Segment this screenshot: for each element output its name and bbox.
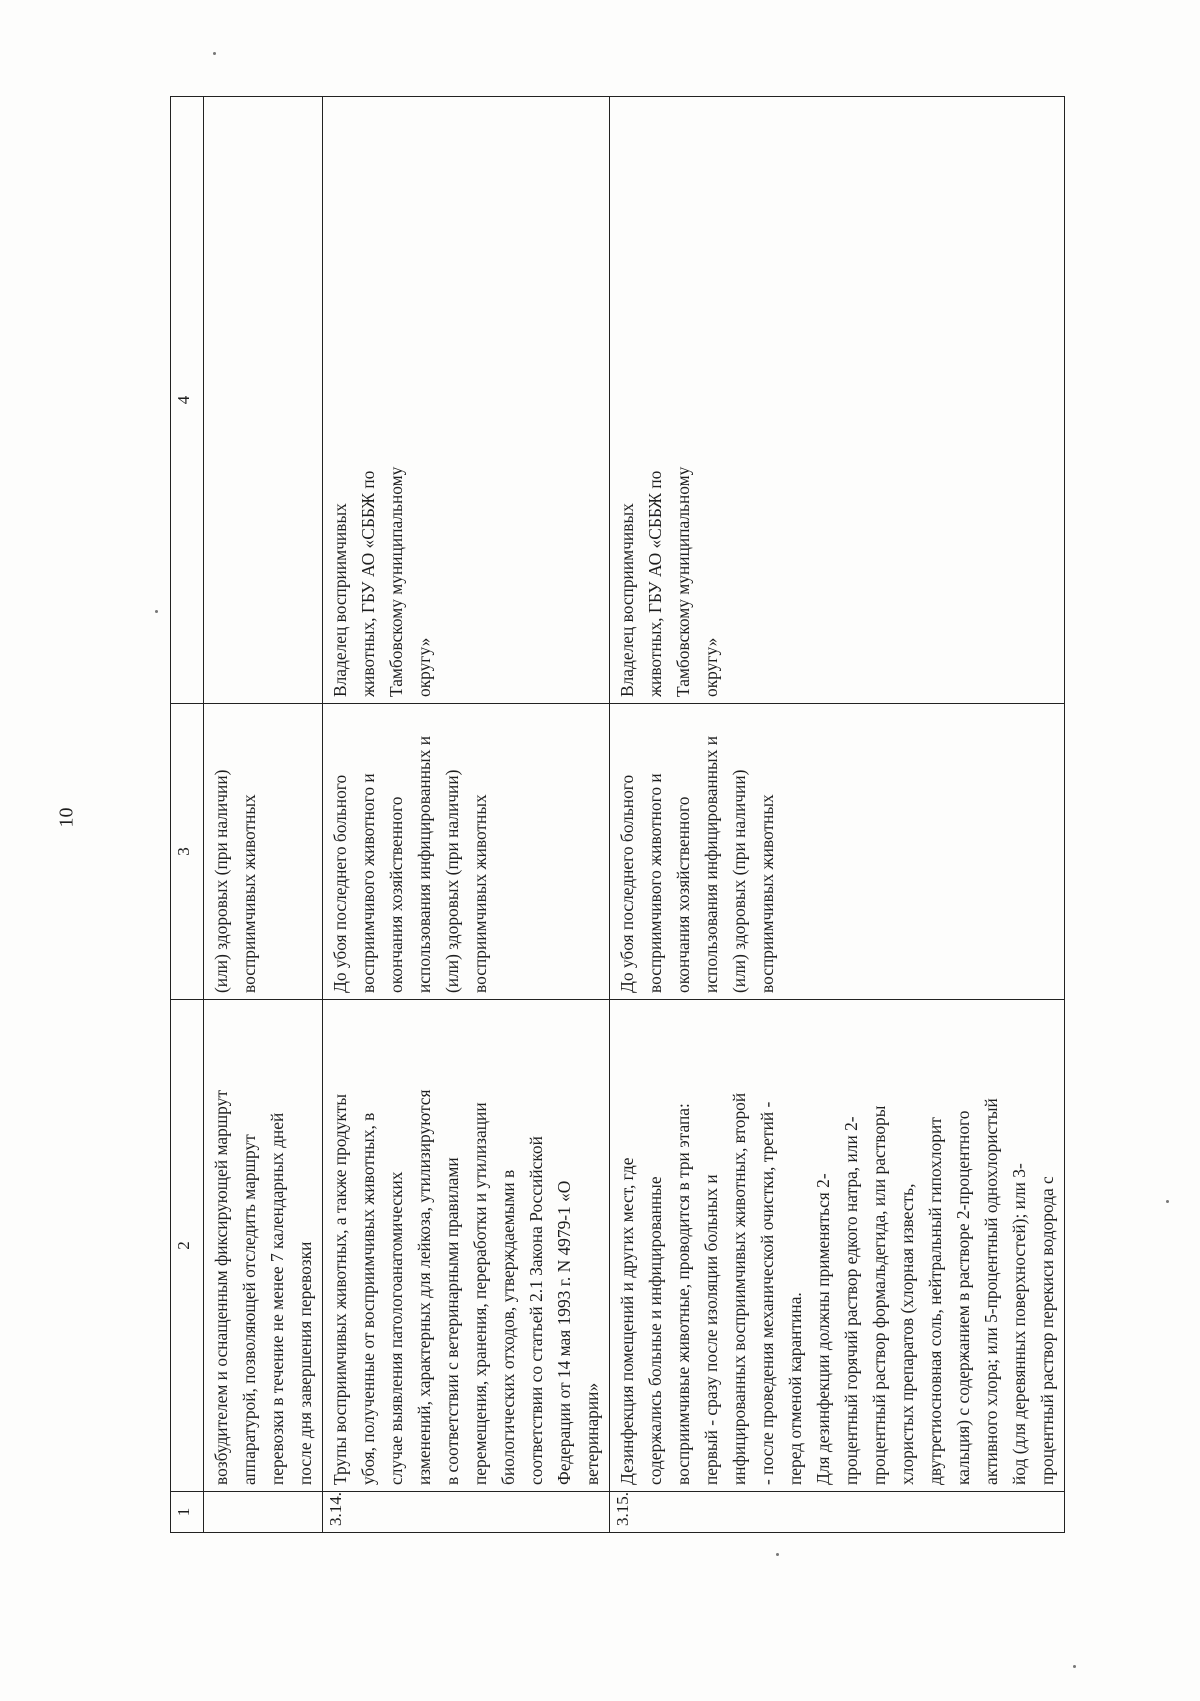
scan-speck <box>1166 1200 1169 1203</box>
text-line: - после проведения механической очистки, третий - <box>757 1101 777 1485</box>
rotated-page-content <box>170 96 1057 1533</box>
text-line: Тамбовскому муниципальному <box>386 466 406 697</box>
text-line: восприимчивого животного и <box>358 773 378 993</box>
term-cell <box>610 704 1065 1000</box>
text-line: убоя, полученные от восприимчивых животных, в <box>358 1112 378 1485</box>
term-cell <box>204 704 323 1000</box>
table-row <box>323 97 610 1533</box>
column-header: 2 <box>171 1000 204 1492</box>
text-line: округу» <box>414 637 434 697</box>
text-line: двутретиосновная соль, нейтральный гипохлорит <box>925 1117 945 1485</box>
text-line: Трупы восприимчивых животных, а также продукты <box>330 1093 350 1485</box>
page-number: 10 <box>55 807 78 828</box>
text-line: процентный раствор формальдегида, или растворы <box>869 1105 889 1485</box>
text-line: Для дезинфекции должны применяться 2- <box>813 1173 833 1485</box>
text-line: процентный раствор перекиси водорода с <box>1037 1176 1057 1485</box>
item-number <box>204 1492 323 1533</box>
text-line: после дня завершения перевозки <box>295 1241 315 1485</box>
term-cell <box>323 704 610 1000</box>
text-line: перевозки в течение не менее 7 календарных дней <box>267 1112 287 1485</box>
text-line: йод (для деревянных поверхностей); или 3- <box>1009 1163 1029 1485</box>
scan-speck <box>1073 1665 1076 1668</box>
text-line: животных, ГБУ АО «СББЖ по <box>358 470 378 697</box>
text-line: Тамбовскому муниципальному <box>673 466 693 697</box>
text-line: Федерации от 14 мая 1993 г. N 4979-1 «О <box>554 1180 574 1485</box>
column-header: 4 <box>171 97 204 704</box>
text-line: (или) здоровых (при наличии) <box>211 769 231 993</box>
text-line: случае выявления патологоанатомических <box>386 1171 406 1485</box>
column-header: 1 <box>171 1492 204 1533</box>
scan-speck <box>776 1553 779 1556</box>
table-row <box>610 97 1065 1533</box>
responsible-cell <box>204 97 323 704</box>
text-line: Дезинфекция помещений и других мест, где <box>617 1157 637 1485</box>
scan-speck <box>213 52 216 55</box>
text-line: использования инфицированных и <box>701 735 721 993</box>
item-number: 3.15. <box>610 1492 1065 1533</box>
text-line: содержались больные и инфицированные <box>645 1176 665 1485</box>
text-line: инфицированных восприимчивых животных, второй <box>729 1092 749 1485</box>
item-number: 3.14. <box>323 1492 610 1533</box>
text-line: ветеринарии» <box>582 1382 602 1485</box>
text-line: активного хлора; или 5-процентный однохлористый <box>981 1098 1001 1485</box>
text-line: До убоя последнего больного <box>617 774 637 993</box>
text-line: окончания хозяйственного <box>386 796 406 993</box>
measure-cell <box>610 1000 1065 1492</box>
column-header: 3 <box>171 704 204 1000</box>
text-line: биологических отходов, утверждаемыми в <box>498 1169 518 1485</box>
table-row <box>204 97 323 1533</box>
text-line: Владелец восприимчивых <box>330 503 350 697</box>
text-line: хлористых препаратов (хлорная известь, <box>897 1183 917 1485</box>
text-line: в соответствии с ветеринарными правилами <box>442 1157 462 1485</box>
text-line: изменений, характерных для лейкоза, утилизируются <box>414 1089 434 1485</box>
text-line: животных, ГБУ АО «СББЖ по <box>645 470 665 697</box>
text-line: До убоя последнего больного <box>330 774 350 993</box>
text-line: восприимчивого животного и <box>645 773 665 993</box>
table-header-row <box>171 97 204 1533</box>
text-line: Владелец восприимчивых <box>617 503 637 697</box>
responsible-cell <box>323 97 610 704</box>
text-line: перед отменой карантина. <box>785 1292 805 1485</box>
text-line: соответствии со статьей 2.1 Закона Российской <box>526 1136 546 1485</box>
text-line: использования инфицированных и <box>414 735 434 993</box>
text-line: восприимчивых животных <box>239 794 259 993</box>
text-line: (или) здоровых (при наличии) <box>729 769 749 993</box>
text-line: кальция) с содержанием в растворе 2-процентного <box>953 1110 973 1485</box>
text-line: восприимчивые животные, проводится в три этапа: <box>673 1103 693 1485</box>
measures-table <box>170 96 1065 1533</box>
measure-cell <box>323 1000 610 1492</box>
text-line: процентный горячий раствор едкого натра, или 2- <box>841 1116 861 1485</box>
measure-cell <box>204 1000 323 1492</box>
text-line: округу» <box>701 637 721 697</box>
responsible-cell <box>610 97 1065 704</box>
text-line: аппаратурой, позволяющей отследить маршрут <box>239 1134 259 1485</box>
text-line: окончания хозяйственного <box>673 796 693 993</box>
text-line: перемещения, хранения, переработки и утилизации <box>470 1102 490 1485</box>
text-line: (или) здоровых (при наличии) <box>442 769 462 993</box>
text-line: возбудителем и оснащенным фиксирующей маршрут <box>211 1090 231 1485</box>
text-line: восприимчивых животных <box>470 794 490 993</box>
text-line: восприимчивых животных <box>757 794 777 993</box>
text-line: первый - сразу после изоляции больных и <box>701 1174 721 1485</box>
scan-speck <box>155 610 158 613</box>
